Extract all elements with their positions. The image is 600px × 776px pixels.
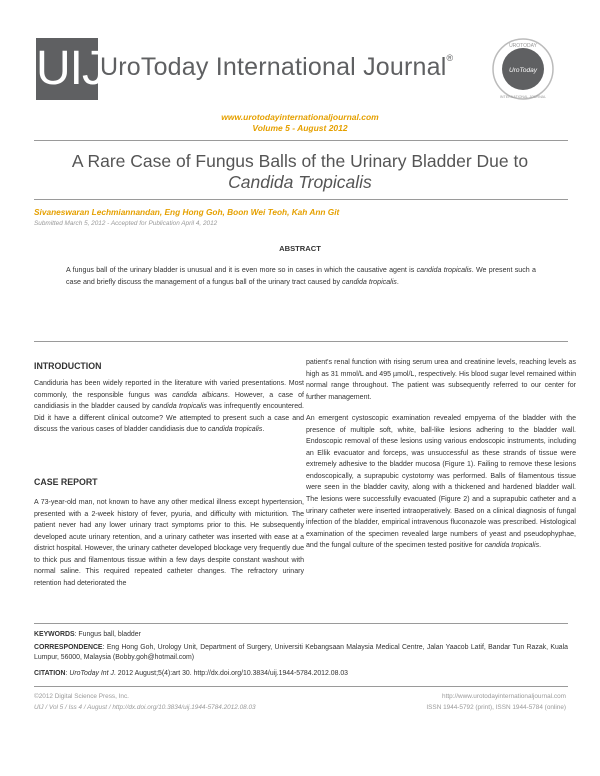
seal-bottom-text: INTERNATIONAL JOURNAL: [499, 95, 547, 99]
article-authors: Sivaneswaran Lechmiannandan, Eng Hong Goh, Boon Wei Teoh, Kah Ann Git: [34, 207, 340, 217]
correspondence: [34, 643, 568, 663]
citation: [34, 669, 568, 679]
journal-name-text: UroToday International Journal: [100, 53, 447, 81]
right-p2-text: An emergent cystoscopic examination revealed empyema of the bladder with the presence of multiple soft, white, ball-like lesions adhering to the bladder wall. Endoscopic removal of these lesions using various endoscopic instruments, including an Ellik evacuator and forceps, was unsuccessful as these strands of tissue were extremely adhesive to the bladder mucosa (Figure 1). Failing to remove these lesions endoscopically, a suprapubic cystotomy was performed. Balls of filamentous tissue were seen in the bladder cavity, along with a thickened and hardened bladder wall. The lesions were successfully evacuated (Figure 2) and a suprapubic catheter and a urinary catheter were inserted intraoperatively. Based on a clinical diagnosis of fungal infection of the bladder, empirical intravenous fluconazole was prescribed. Histological examination of the specimen revealed large numbers of yeast and pseudophyphae, and the fungal culture of the specimen tested positive for: [306, 415, 576, 550]
intro-t4: .: [262, 426, 265, 434]
footer-divider: [34, 686, 568, 687]
abstract-text-c: .: [396, 278, 399, 287]
journal-url[interactable]: www.urotodayinternationaljournal.com: [221, 112, 379, 122]
title-divider: [34, 199, 568, 200]
article-title: [0, 151, 600, 193]
intro-i1: candida albicans: [172, 391, 228, 399]
journal-name: [100, 53, 453, 82]
body-divider: [34, 623, 568, 624]
right-paragraph-1: patient's renal function with rising serum urea and creatinine levels, reaching levels as high as 31 mmol/L and 495 µmol/L, respectively. His blood sugar level remained within normal range throughout. The patient was subsequently referred to our center for further management.: [306, 359, 576, 401]
keywords: [34, 630, 568, 640]
copyright: ©2012 Digital Science Press, Inc.: [34, 693, 129, 700]
keywords-value: : Fungus ball, bladder: [74, 631, 141, 638]
abstract-heading: ABSTRACT: [279, 244, 321, 253]
citation-rest: . 2012 August;5(4):art 30. http://dx.doi.org/10.3834/uij.1944-5784.2012.08.03: [113, 670, 348, 677]
seal-top-text: UROTODAY: [509, 43, 537, 49]
case-report-heading: CASE REPORT: [34, 477, 98, 487]
right-p2-italic: candida tropicalis: [484, 542, 540, 550]
submission-dates: Submitted March 5, 2012 - Accepted for Publication April 4, 2012: [34, 220, 218, 227]
intro-t3: was infrequently encountered. Did it have a different clinical outcome? We attempted to present such a case and discuss the various cases of bladder candidiasis due to: [34, 403, 304, 434]
abstract-text: [66, 264, 536, 288]
abstract-text-a: A fungus ball of the urinary bladder is unusual and it is even more so in cases in which the causative agent is: [66, 266, 417, 274]
intro-i3: candida tropicalis: [207, 426, 263, 434]
intro-t2: . However, a case of candidiasis in the bladder caused by: [34, 391, 304, 411]
footer-doi[interactable]: UIJ / Vol 5 / Iss 4 / August / http://dx.doi.org/10.3834/uij.1944-5784.2012.08.03: [34, 704, 256, 711]
citation-label: CITATION: [34, 670, 66, 677]
citation-journal: UroToday Int J: [69, 670, 114, 677]
intro-i2: candida tropicalis: [151, 403, 207, 411]
keywords-label: KEYWORDS: [34, 631, 75, 638]
correspondence-value: : Eng Hong Goh, Urology Unit, Department of Surgery, Universiti Kebangsaan Malaysia Medical Centre, Jalan Yaacob Latif, Bandar Tun Razak, Kuala Lumpur, 56000, Malaysia (Bobby.goh@hotmail.com): [34, 644, 568, 662]
abstract-italic-a: candida tropicalis: [416, 266, 472, 274]
right-column-text: [306, 357, 576, 562]
footer-website[interactable]: http://www.urotodayinternationaljournal.com: [442, 693, 566, 700]
journal-volume: Volume 5 - August 2012: [252, 123, 348, 133]
case-report-text: A 73-year-old man, not known to have any other medical illness except hypertension, presented with a 2-week history of fever, pyuria, and difficulty with micturition. The patient never had any lower urinary tract symptoms prior to this. He subsequently developed acute urinary retention, and a urinary catheter was inserted with ease at a district hospital. However, the urinary catheter developed blockage very frequently due to thick pus and filamentous tissue within a few days despite constant washout with normal saline. This required repeated catheter changes. The refractory urinary retention had deteriorated the: [34, 499, 304, 587]
journal-logo: UIJ: [36, 38, 98, 100]
correspondence-label: CORRESPONDENCE: [34, 644, 103, 651]
journal-seal: [484, 36, 562, 102]
header-divider: [34, 140, 568, 141]
footer-issn: ISSN 1944-5792 (print), ISSN 1944-5784 (online): [426, 704, 566, 711]
abstract-italic-b: candida tropicalis: [342, 278, 397, 287]
right-p2-end: .: [539, 542, 542, 550]
abstract-text-b: . We present such a case and briefly discuss the management of a fungus ball of the urinary tract caused by: [66, 266, 536, 287]
intro-heading: INTRODUCTION: [34, 361, 102, 371]
right-paragraph-2: [306, 413, 576, 552]
registered-mark: ®: [446, 53, 454, 63]
abstract-divider: [34, 341, 568, 342]
intro-text: [34, 378, 304, 436]
intro-t1: Candiduria has been widely reported in the literature with varied presentations. Most commonly, the responsible fungus was: [34, 380, 304, 399]
title-line-1: A Rare Case of Fungus Balls of the Urinary Bladder Due to: [71, 151, 529, 171]
citation-pre: :: [65, 670, 70, 677]
seal-mid-text: UroToday: [509, 67, 537, 74]
title-line-2: Candida Tropicalis: [228, 172, 372, 192]
